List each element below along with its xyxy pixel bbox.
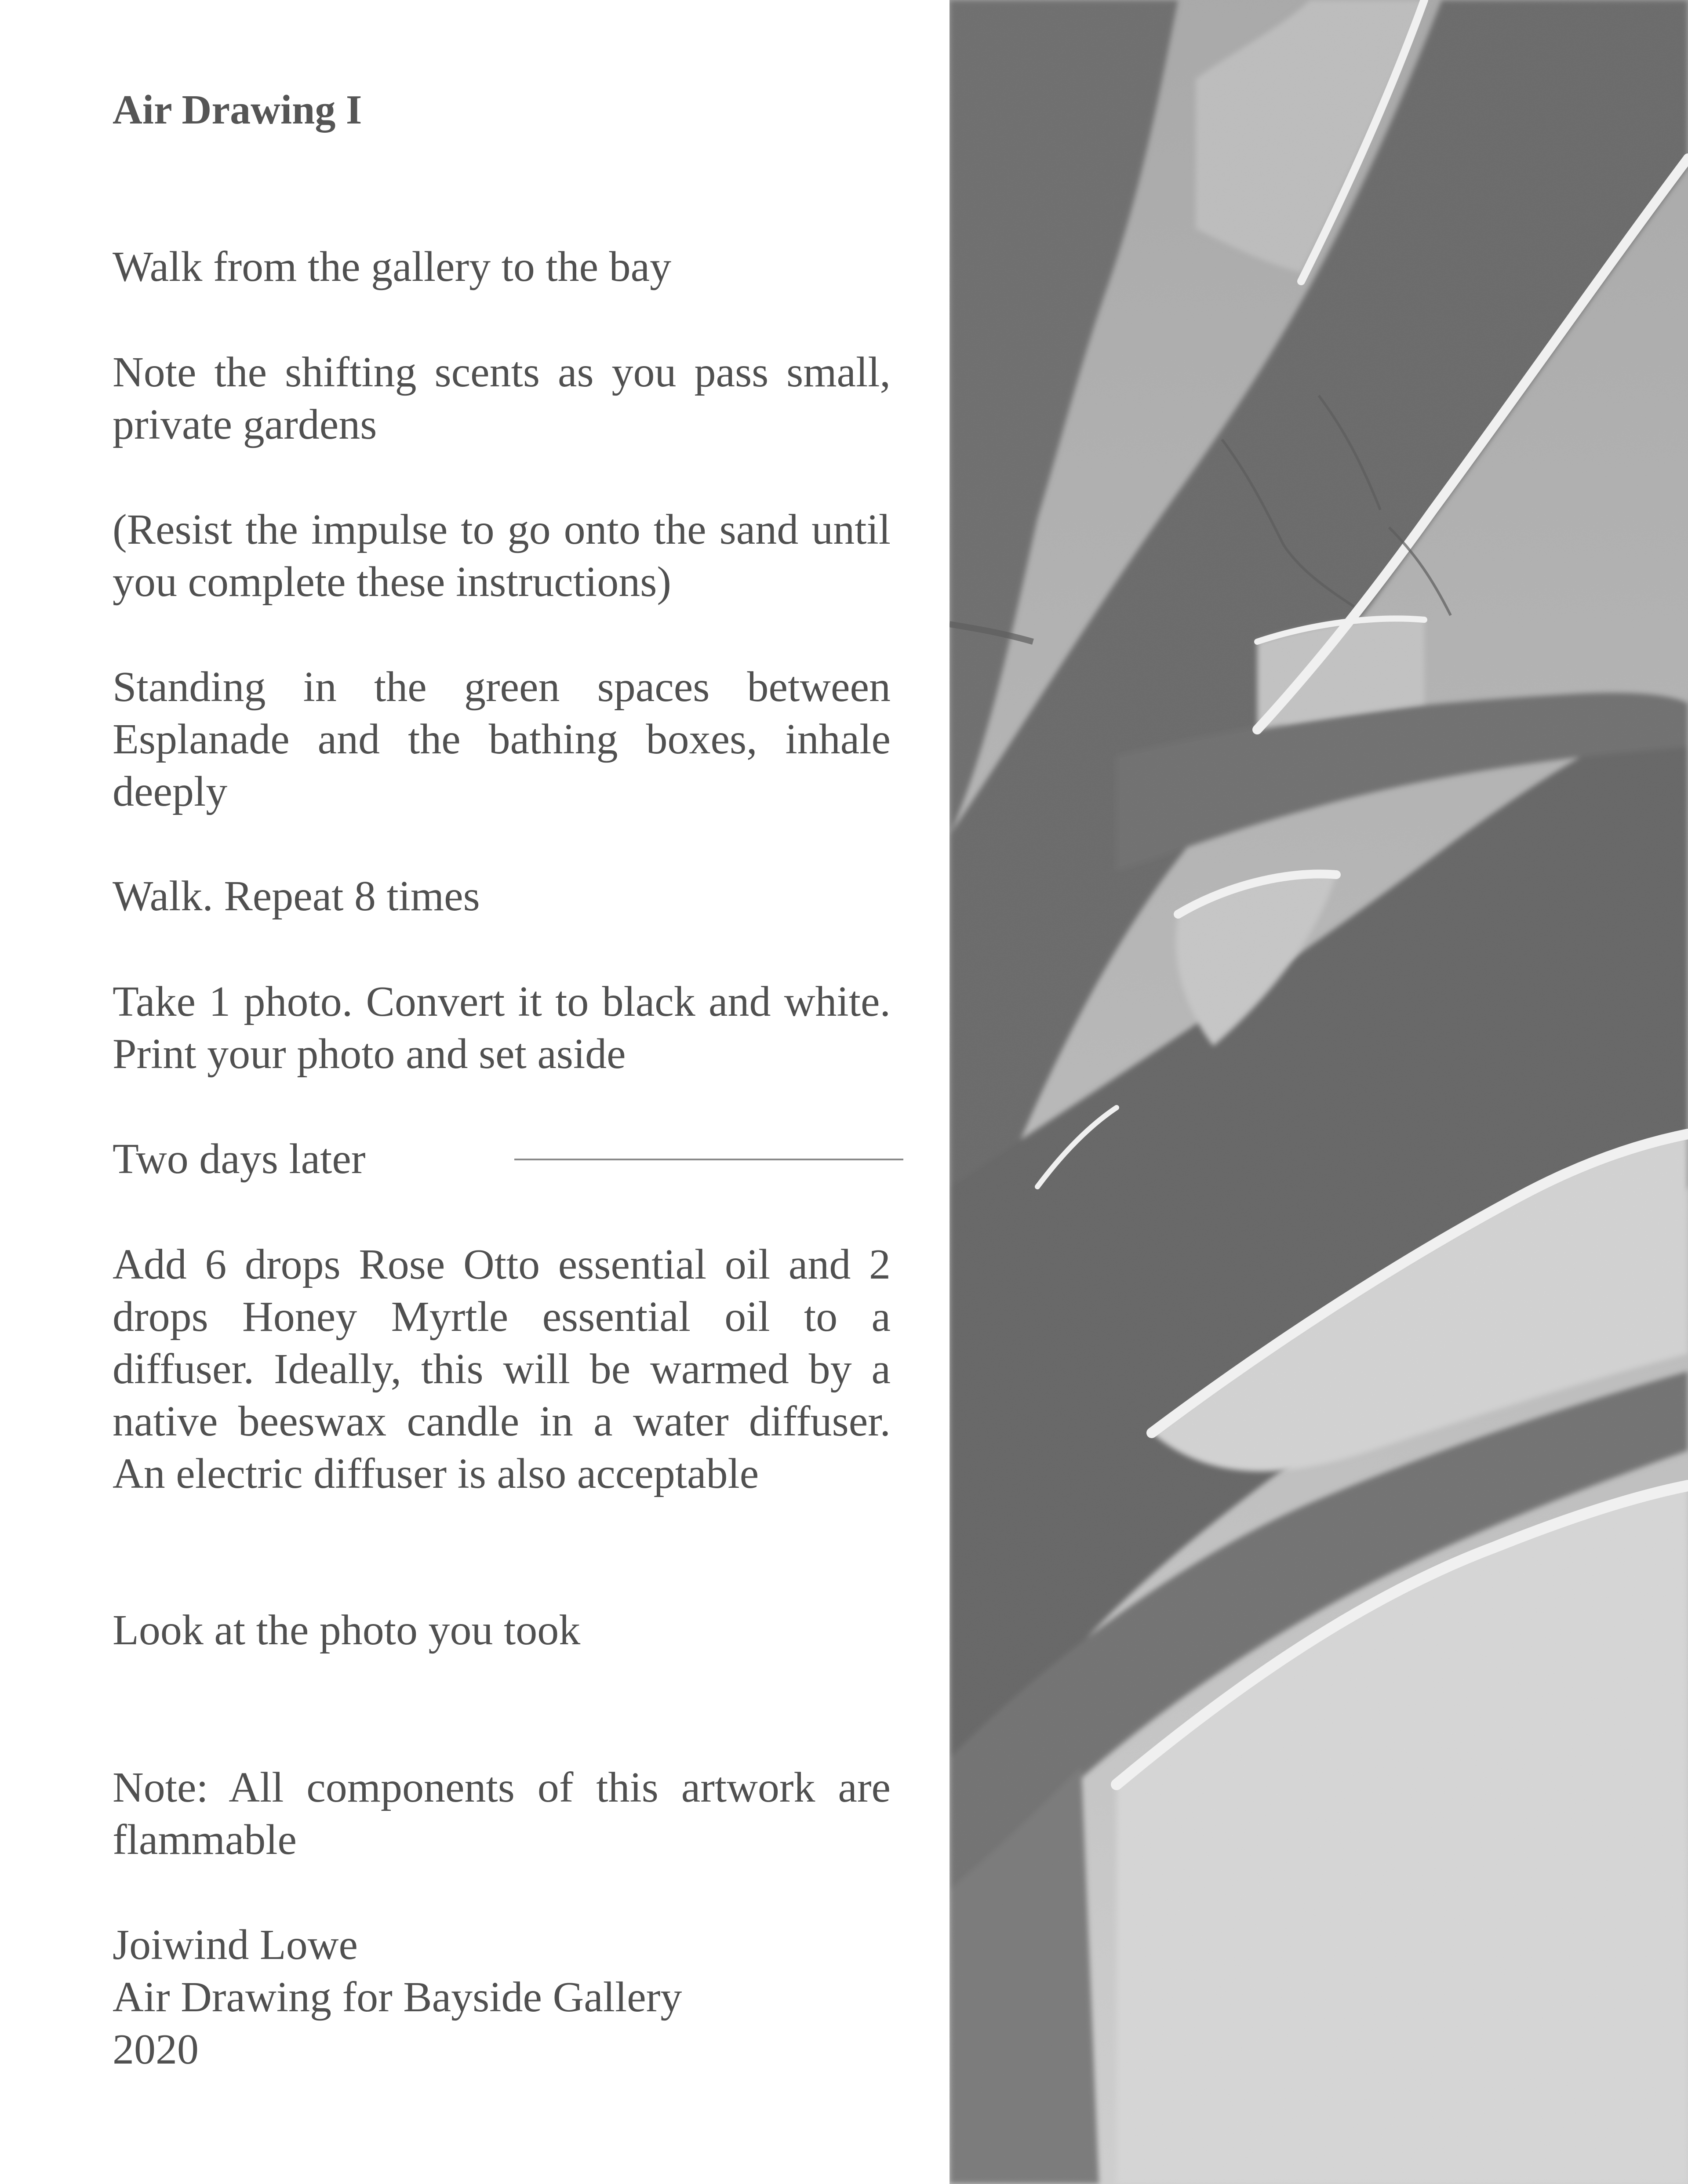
- tree-photo-image: [950, 0, 1688, 2184]
- instruction-oils: Add 6 drops Rose Otto essential oil and 2 drops Honey Myrtle essential oil to a diffuser. Ideally, this will be warmed by a native beeswax candle in a water diffuser. An electric diffuser is also acceptable: [113, 1241, 891, 1497]
- instruction-scents: Note the shifting scents as you pass small, private gardens: [113, 349, 891, 448]
- instruction-walk: Walk from the gallery to the bay: [113, 243, 672, 291]
- tree-photograph: [950, 0, 1688, 2184]
- instruction-later: Two days later: [113, 1135, 366, 1183]
- credit-block: [113, 1919, 891, 2076]
- instruction-photo: Take 1 photo. Convert it to black and white. Print your photo and set aside: [113, 978, 891, 1078]
- credit-work: Air Drawing for Bayside Gallery: [113, 1973, 682, 2021]
- credit-artist: Joiwind Lowe: [113, 1921, 358, 1969]
- instruction-look: Look at the photo you took: [113, 1606, 581, 1654]
- blank-fill-line: [514, 1159, 903, 1160]
- instruction-note: Note: All components of this artwork are flammable: [113, 1764, 891, 1864]
- page-title: Air Drawing I: [113, 87, 362, 133]
- credit-year: 2020: [113, 2026, 199, 2073]
- instruction-resist: (Resist the impulse to go onto the sand until you complete these instructions): [113, 506, 891, 606]
- instruction-repeat: Walk. Repeat 8 times: [113, 872, 480, 920]
- instruction-standing: Standing in the green spaces between Esplanade and the bathing boxes, inhale deeply: [113, 663, 891, 815]
- film-grain: [950, 0, 1688, 2184]
